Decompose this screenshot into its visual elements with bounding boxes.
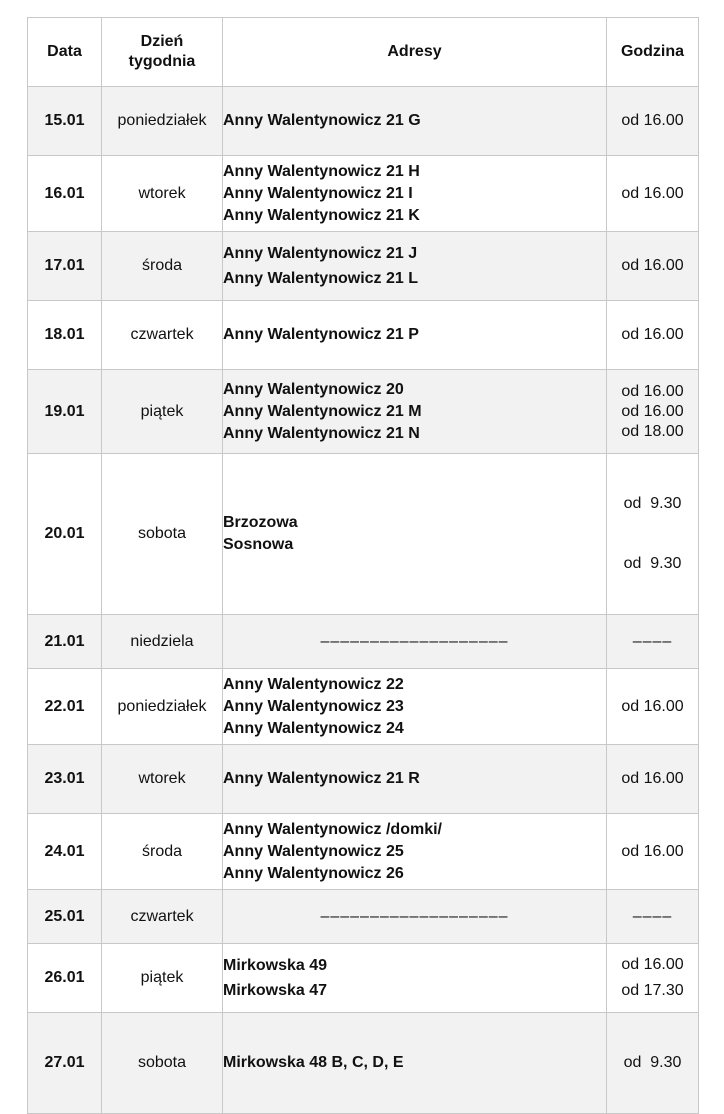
row-addresses <box>223 301 607 370</box>
row-day: piątek <box>102 944 223 1013</box>
hour-line: od 16.00 <box>621 382 684 400</box>
row-addresses <box>223 370 607 454</box>
address-line: Anny Walentynowicz 21 M <box>223 402 422 420</box>
header-addresses: Adresy <box>223 18 607 87</box>
header-row <box>28 18 699 87</box>
row-date: 27.01 <box>28 1013 102 1114</box>
table-row <box>28 944 699 1013</box>
table-row <box>28 1013 699 1114</box>
hour-line: od 9.30 <box>623 1054 682 1071</box>
row-date: 16.01 <box>28 156 102 232</box>
address-line: Anny Walentynowicz 21 N <box>223 424 420 442</box>
row-date: 15.01 <box>28 87 102 156</box>
schedule-table <box>27 17 699 1114</box>
row-hours <box>607 669 699 745</box>
table-row <box>28 814 699 890</box>
address-line: Anny Walentynowicz 21 G <box>223 112 421 129</box>
address-line: Anny Walentynowicz 20 <box>223 380 404 398</box>
row-hours <box>607 87 699 156</box>
table-row <box>28 301 699 370</box>
address-line: Mirkowska 49 <box>223 957 328 974</box>
hour-line: od 9.30 <box>623 495 682 512</box>
address-line: Anny Walentynowicz 21 P <box>223 326 419 343</box>
address-line: Anny Walentynowicz /domki/ <box>223 820 442 838</box>
address-line: Anny Walentynowicz 21 H <box>223 162 420 180</box>
row-day: niedziela <box>102 615 223 669</box>
row-hours <box>607 1013 699 1114</box>
row-day: środa <box>102 814 223 890</box>
hour-line: od 16.00 <box>621 402 684 420</box>
hours-dash: –––– <box>607 615 699 669</box>
row-addresses <box>223 745 607 814</box>
address-line: Anny Walentynowicz 21 I <box>223 184 413 202</box>
row-date: 17.01 <box>28 232 102 301</box>
row-date: 23.01 <box>28 745 102 814</box>
hour-line: od 16.00 <box>621 184 684 202</box>
address-line: Anny Walentynowicz 21 L <box>223 270 418 287</box>
table-row <box>28 615 699 669</box>
row-hours <box>607 944 699 1013</box>
address-line: Anny Walentynowicz 21 K <box>223 206 420 224</box>
table-row <box>28 745 699 814</box>
table-row <box>28 669 699 745</box>
row-day: piątek <box>102 370 223 454</box>
row-day: wtorek <box>102 745 223 814</box>
row-day: sobota <box>102 454 223 615</box>
hour-line: od 17.30 <box>621 982 684 999</box>
row-day: poniedziałek <box>102 87 223 156</box>
address-line: Anny Walentynowicz 25 <box>223 842 404 860</box>
row-addresses <box>223 156 607 232</box>
row-date: 24.01 <box>28 814 102 890</box>
row-date: 22.01 <box>28 669 102 745</box>
row-addresses <box>223 814 607 890</box>
table-row <box>28 370 699 454</box>
hour-line: od 9.30 <box>623 555 682 572</box>
row-addresses <box>223 944 607 1013</box>
address-line: Anny Walentynowicz 23 <box>223 697 404 715</box>
table-row <box>28 156 699 232</box>
address-line: Anny Walentynowicz 24 <box>223 719 404 737</box>
header-day <box>102 18 223 87</box>
address-line: Brzozowa <box>223 514 298 531</box>
hour-line: od 16.00 <box>621 770 684 787</box>
header-day-line2: tygodnia <box>128 53 196 70</box>
row-date: 25.01 <box>28 890 102 944</box>
row-hours <box>607 156 699 232</box>
table-row <box>28 87 699 156</box>
row-addresses <box>223 1013 607 1114</box>
table-row <box>28 232 699 301</box>
hour-line: od 16.00 <box>621 956 684 973</box>
row-day: poniedziałek <box>102 669 223 745</box>
row-addresses <box>223 87 607 156</box>
row-hours <box>607 301 699 370</box>
address-line: Mirkowska 48 B, C, D, E <box>223 1054 404 1071</box>
row-addresses <box>223 454 607 615</box>
address-line: Sosnowa <box>223 536 294 553</box>
row-hours <box>607 745 699 814</box>
addresses-dash: ––––––––––––––––––– <box>223 615 607 669</box>
row-addresses <box>223 669 607 745</box>
row-date: 19.01 <box>28 370 102 454</box>
table-row <box>28 890 699 944</box>
hour-line: od 16.00 <box>621 112 684 129</box>
address-line: Anny Walentynowicz 26 <box>223 864 404 882</box>
hours-dash: –––– <box>607 890 699 944</box>
row-addresses <box>223 232 607 301</box>
header-date: Data <box>28 18 102 87</box>
address-line: Anny Walentynowicz 22 <box>223 675 404 693</box>
table-row <box>28 454 699 615</box>
address-line: Anny Walentynowicz 21 R <box>223 770 420 787</box>
hour-line: od 16.00 <box>621 697 684 715</box>
row-date: 20.01 <box>28 454 102 615</box>
row-day: środa <box>102 232 223 301</box>
address-line: Mirkowska 47 <box>223 982 328 999</box>
row-date: 26.01 <box>28 944 102 1013</box>
row-hours <box>607 814 699 890</box>
hour-line: od 18.00 <box>621 422 684 440</box>
row-hours <box>607 370 699 454</box>
row-day: czwartek <box>102 301 223 370</box>
row-day: sobota <box>102 1013 223 1114</box>
row-day: wtorek <box>102 156 223 232</box>
row-hours <box>607 454 699 615</box>
row-day: czwartek <box>102 890 223 944</box>
header-day-line1: Dzień <box>140 33 184 50</box>
row-date: 21.01 <box>28 615 102 669</box>
hour-line: od 16.00 <box>621 326 684 343</box>
addresses-dash: ––––––––––––––––––– <box>223 890 607 944</box>
row-date: 18.01 <box>28 301 102 370</box>
hour-line: od 16.00 <box>621 842 684 860</box>
row-hours <box>607 232 699 301</box>
hour-line: od 16.00 <box>621 257 684 274</box>
address-line: Anny Walentynowicz 21 J <box>223 245 418 262</box>
header-hour: Godzina <box>607 18 699 87</box>
